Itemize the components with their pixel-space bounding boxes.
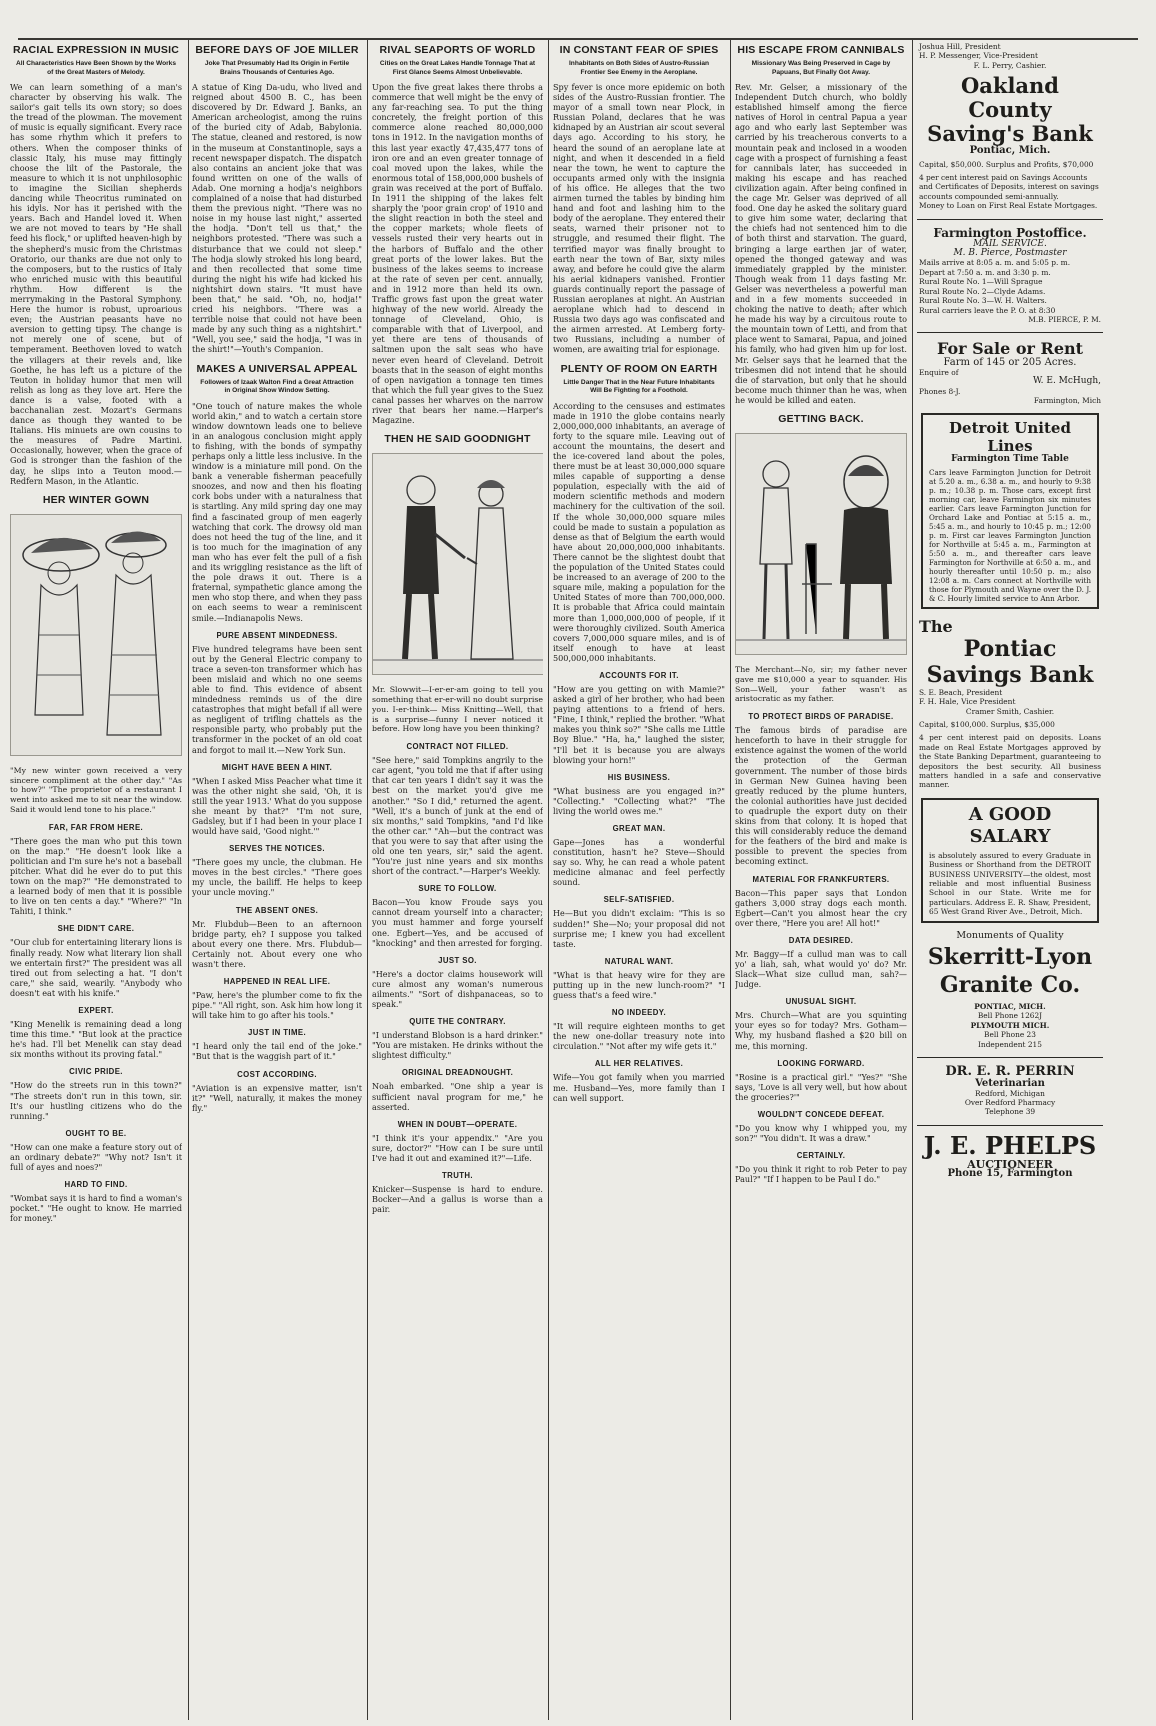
headline: IN CONSTANT FEAR OF SPIES	[559, 44, 719, 56]
joke-title: SURE TO FOLLOW.	[418, 884, 497, 894]
bank2-officer: F. H. Hale, Vice President	[919, 697, 1016, 707]
joke-body: Mr. Flubdub—Been to an afternoon bridge party, eh? I suppose you talked about every one there. Mrs. Flubdub—Certainly not. About every one who wasn't there.	[192, 918, 362, 969]
granite-line: PONTIAC, MICH.	[974, 1002, 1046, 1012]
joke-civic-pride	[10, 1067, 182, 1120]
joke-title: OUGHT TO BE.	[65, 1128, 127, 1138]
joke-title: ORIGINAL DREADNOUGHT.	[401, 1068, 514, 1078]
po-line: Rural Route No. 3—W. H. Walters.	[919, 296, 1047, 306]
joke-body: "See here," said Tompkins angrily to the car agent, "you told me that if after using that car ten years I didn't say it was the best on the market you'd give me another." "So I did," returned the agent. "Well, it's a bunch of junk at the end of six months," said Tompkins, "and I'd like the other car." "Ah—but the contract was that you were to say that after using the old one ten years, sir," said the agent. "You're just nine years and six months short of the contract."—Harper's Weekly.	[372, 755, 543, 877]
joke-no-indeedy	[553, 1008, 725, 1051]
vet-place: Over Redford Pharmacy	[964, 1097, 1056, 1107]
joke-body: "What is that heavy wire for they are putting up in the new lunch-room?" "I guess that's a feed wire."	[553, 969, 725, 1001]
cartoon-her-winter-gown	[10, 494, 182, 815]
joke-concede	[735, 1110, 907, 1143]
joke-body: "Our club for entertaining literary lions is finally ready. Now what literary lion shall we entertain first?" The president was all tired out from selecting a hat. "I don't care," she said, wearily. "Anybody who doesn't eat with his knife."	[10, 937, 182, 998]
joke-body: "How are you getting on with Mamie?" asked a girl of her brother, who had been paying attentions to a friend of hers. "Fine, I think," replied the brother. "What makes you think so?" "She calls me Little Boy Blue." "Ha, ha," laughed the sister, "I'll bet it is because you are always blowing your horn!"	[553, 683, 725, 765]
joke-body: "Aviation is an expensive matter, isn't it?" "Well, naturally, it makes the money fly."	[192, 1082, 362, 1113]
joke-expert	[10, 1006, 182, 1059]
joke-body: Wife—You got family when you married me. Husband—Yes, more family than I can well support.	[553, 1072, 725, 1103]
joke-title: NATURAL WANT.	[604, 956, 674, 966]
vet-phone: Telephone 39	[984, 1107, 1036, 1117]
bank2-officer: S. E. Beach, President	[919, 687, 1003, 697]
joke-cost-according	[192, 1070, 362, 1113]
sale-phone: Phones 8-J.	[919, 386, 961, 396]
joke-body: He—But you didn't exclaim: "This is so sudden!" She—No; your proposal did not surprise me; I knew you had excellent taste.	[553, 908, 725, 949]
subhead: Joke That Presumably Had Its Origin in Fertile Brains Thousands of Centuries Ago.	[204, 60, 350, 76]
cartoon-caption: The Merchant—No, sir; my father never gave me $10,000 a year to squander. His Son—Well, your father wasn't as aristocratic as my father.	[735, 665, 907, 704]
column-5	[735, 42, 907, 1720]
joke-title: HIS BUSINESS.	[607, 772, 671, 782]
joke-just-so	[372, 956, 543, 1009]
granite-line: Independent 215	[978, 1039, 1042, 1049]
ad-pontiac-savings-bank	[919, 617, 1101, 790]
bank2-capital: Capital, $100,000. Surplus, $35,000	[919, 719, 1055, 729]
bank2-officer: Cramer Smith, Cashier.	[965, 706, 1055, 716]
sale-enquire: Enquire of	[919, 367, 959, 377]
granite-top: Monuments of Quality	[956, 929, 1064, 941]
joke-body: Bacon—You know Froude says you cannot dream yourself into a character; you must hammer and forge yourself one. Egbert—Yes, and be accused of "knocking" and then arrested for forging.	[372, 897, 543, 948]
ad-postoffice	[919, 226, 1101, 325]
joke-title: MIGHT HAVE BEEN A HINT.	[221, 762, 333, 772]
bank-loans: Money to Loan on First Real Estate Mortgages.	[919, 201, 1098, 211]
joke-title: MATERIAL FOR FRANKFURTERS.	[752, 874, 890, 884]
article-fear-of-spies	[553, 44, 725, 355]
joke-data-desired	[735, 936, 907, 989]
joke-body: Mr. Baggy—If a cullud man was to call yo' a liah, sah, what would yo' do? Mr. Slack—What size cullud man, sah?—Judge.	[735, 948, 907, 990]
joke-contract	[372, 742, 543, 876]
column-2	[192, 42, 362, 1720]
joke-title: CIVIC PRIDE.	[69, 1067, 123, 1077]
joke-title: FAR, FAR FROM HERE.	[48, 822, 144, 832]
column-rule	[188, 40, 189, 1720]
joke-accounts	[553, 671, 725, 765]
po-line: Rural Route No. 1—Will Sprague	[919, 277, 1043, 287]
joke-she-didnt-care	[10, 924, 182, 998]
joke-body: "How can one make a feature story out of an ordinary debate?" "Why not? Isn't it full of ayes and noes?"	[10, 1141, 182, 1172]
ads-column	[917, 42, 1103, 1720]
joke-ought-to-be	[10, 1129, 182, 1172]
cartoon-caption: Mr. Slowwit—I-er-er-am going to tell you something that er-er-will no doubt surprise you. I-er-think— Miss Knitting—Well, that is a surprise—funny I never noticed it before. How long have you been thinking?	[372, 685, 543, 734]
article-joe-miller	[192, 44, 362, 355]
dul-sub: Farmington Time Table	[951, 454, 1069, 465]
joke-absent-ones	[192, 906, 362, 969]
sale-sub: Farm of 145 or 205 Acres.	[943, 357, 1077, 369]
ad-divider	[917, 219, 1103, 220]
bank-capital: Capital, $50,000. Surplus and Profits, $70,000	[919, 159, 1094, 169]
ad-good-salary	[921, 798, 1099, 923]
joke-certainly	[735, 1151, 907, 1184]
cartoon-goodnight	[372, 433, 543, 734]
article-body: Upon the five great lakes there throbs a commerce that well might be the envy of any far-reaching sea. To put the thing concretely, the freight portion of this commerce alone reached 80,000,000 tons in 1912. In the navigation months of this last year exactly 47,435,477 tons of iron ore and an even greater tonnage of coal moved upon the lakes, while the enormous total of 158,000,000 bushels of grain was received at the port of Buffalo. In 1911 the shipping of the lakes felt sharply the 'poor grain crop' of 1910 and the slight reaction in both the steel and the copper markets; whole fleets of vessels rusted their very hearts out in the harbors of Buffalo and the other great ports of the lower lakes. But the business of the lakes seems to increase at the rate of seven per cent. annually, and in 1912 more than held its own. Traffic grows fast upon the great water highway of the new world. Already the tonnage of Cleveland, Ohio, is comparable with that of Liverpool, and yet there are tens of thousands of saltmen upon the salt seas who have never even heard of Cleveland. Detroit boasts that in the season of eight months of open navigation a tonnage ten times that which the full year gives to the Suez canal passes her wharves on the narrow river that bears her name.—Harper's Magazine.	[372, 82, 543, 426]
joke-title: UNUSUAL SIGHT.	[785, 997, 857, 1007]
ad-divider	[917, 332, 1103, 333]
joke-title: COST ACCORDING.	[237, 1069, 317, 1079]
article-body: "One touch of nature makes the whole world akin," and to watch a certain store window downtown leads one to believe in an analogous conclusion might apply to fishing, with the bonds of sympathy perhaps only a little less inclusive. In the window is a miniature mill pond. On the bank a venerable fisherman peacefully snoozes, and now and then his floating cork bobs under with a naturalness that is startling. Any mild spring day one may find a fascinated group of men eagerly watching that cork. The drowsy old man does not heed the tug of the line, and it is too much for the imagination of any man who has ever felt the pull of a fish and its wriggling resistance as the lift of the pole draws it out. There is a fraternal, sympathetic glance among the men who stop there, and when they pass on each seems to wear a reminiscent smile.—Indianapolis News.	[192, 400, 362, 623]
top-rule	[18, 38, 1138, 40]
joke-body: "I understand Blobson is a hard drinker." "You are mistaken. He drinks without the slightest difficulty."	[372, 1030, 543, 1061]
joke-title: NO INDEEDY.	[611, 1008, 667, 1018]
cartoon-title: THEN HE SAID GOODNIGHT	[384, 433, 531, 446]
cartoon-caption: "My new winter gown received a very sincere compliment at the other day." "As to how?" "The proprietor of a restaurant I went into asked me to sit near the window. Said it would lend tone to his place."	[10, 765, 182, 814]
joke-operate	[372, 1120, 543, 1163]
column-rule	[548, 40, 549, 1720]
joke-self-satisfied	[553, 895, 725, 948]
headline: RIVAL SEAPORTS OF WORLD	[379, 44, 536, 56]
sale-title: For Sale or Rent	[936, 339, 1084, 359]
bank-officer: F. L. Perry, Cashier.	[973, 60, 1047, 70]
joke-body: "There goes my uncle, the clubman. He moves in the best circles." "There goes my uncle, the bailiff. He helps to keep your uncle moving."	[192, 857, 362, 898]
joke-might-have-been	[192, 763, 362, 837]
subhead: Little Danger That in the Near Future Inhabitants Will Be Fighting for a Foothold.	[563, 378, 715, 395]
po-line: Depart at 7:50 a. m. and 3:30 p. m.	[919, 267, 1051, 277]
article-rival-seaports	[372, 44, 543, 425]
joke-body: "There goes the man who put this town on the map." "He doesn't look like a politician and I'm sure he's not a baseball pitcher. What did he ever do to put this town on the map?" "He demonstrated to a learned body of men that it is possible to live on ten cents a day." "Where?" "In Tahiti, I think."	[10, 835, 182, 917]
joke-title: DATA DESIRED.	[788, 935, 854, 945]
ad-for-sale	[919, 339, 1101, 405]
bank2-name: Pontiac Savings Bank	[926, 635, 1094, 688]
cartoon-getting-back	[735, 413, 907, 704]
column-4	[553, 42, 725, 1720]
ad-granite	[919, 931, 1101, 1049]
joke-body: "How do the streets run in this town?" "The streets don't run in this town, sir. It's our hustling citizens who do the running."	[10, 1080, 182, 1121]
joke-title: THE ABSENT ONES.	[235, 905, 319, 915]
joke-title: HARD TO FIND.	[64, 1180, 128, 1190]
joke-contrary	[372, 1017, 543, 1060]
joke-title: ACCOUNTS FOR IT.	[599, 670, 679, 680]
cartoon-title: GETTING BACK.	[778, 413, 864, 425]
granite-line: Bell Phone 1262J	[977, 1011, 1043, 1021]
joke-title: SERVES THE NOTICES.	[229, 844, 325, 854]
salary-title: A GOOD SALARY	[968, 803, 1052, 847]
joke-looking-forward	[735, 1059, 907, 1102]
headline: RACIAL EXPRESSION IN MUSIC	[12, 44, 180, 56]
headline: HIS ESCAPE FROM CANNIBALS	[737, 44, 905, 56]
subhead: Cities on the Great Lakes Handle Tonnage That at First Glance Seems Almost Unbelievable.	[379, 60, 536, 76]
po-title: Farmington Postoffice.	[933, 225, 1087, 240]
granite-name: Skerritt-Lyon Granite Co.	[927, 944, 1093, 999]
joke-body: "When I asked Miss Peacher what time it was the other night she said, 'Oh, it is still the year 1913.' What do you suppose she meant by that?" "I'm not sure, Gadsley, but if I had been in your place I would have said, 'Good night.'"	[192, 775, 362, 837]
article-birds-of-paradise	[735, 712, 907, 866]
joke-title: CONTRACT NOT FILLED.	[406, 742, 509, 752]
joke-title: QUITE THE CONTRARY.	[409, 1017, 506, 1027]
subhead: Inhabitants on Both Sides of Austro-Russian Frontier See Enemy in the Aeroplane.	[568, 60, 710, 76]
joke-far-from-here	[10, 823, 182, 917]
vet-role: Veterinarian	[975, 1078, 1045, 1090]
joke-title: JUST SO.	[438, 955, 477, 965]
joke-body: Mrs. Church—What are you squinting your eyes so for today? Mrs. Gotham—Why, my husband flashed a $20 bill on me, this morning.	[735, 1010, 907, 1051]
article-body: The famous birds of paradise are henceforth to have in their struggle for existence against the women of the world the protection of the German government. The number of those birds in German New Guinea having been greatly reduced by the plume hunters, the colonial authorities have just decided to quadruple the export duty on their skins from that colony. It is hoped that this will considerably reduce the demand for the feathers of the bird and make is possible to prevent the species from becoming extinct.	[735, 725, 907, 867]
joke-title: ALL HER RELATIVES.	[594, 1059, 684, 1069]
joke-title: WOULDN'T CONCEDE DEFEAT.	[757, 1109, 885, 1119]
joke-just-in-time	[192, 1028, 362, 1061]
joke-title: WHEN IN DOUBT—OPERATE.	[397, 1119, 518, 1129]
ad-oakland-county-bank	[919, 42, 1101, 211]
article-plenty-of-room	[553, 363, 725, 663]
dul-title: Detroit United Lines	[949, 419, 1071, 456]
goodnight-illustration	[372, 453, 543, 675]
joke-great-man	[553, 824, 725, 887]
po-line: Mails arrive at 8:05 a. m. and 5:05 p. m.	[919, 258, 1071, 268]
sale-name: W. E. McHugh,	[1032, 376, 1101, 387]
bank-officer: H. P. Messenger, Vice-President	[919, 51, 1038, 61]
po-sub: MAIL SERVICE.	[973, 238, 1047, 249]
auc-name: J. E. PHELPS	[923, 1130, 1097, 1160]
article-body: We can learn something of a man's character by observing his walk. The sailor's gait tells its own story; so does the tread of the plowman. The movement of music is equally significant. Every race has some rhythm which it prefers to others. When the composer thinks of classic Italy, his muse may fittingly choose the lilt of the Pastorale, the measure to which it is not unphilosophic to imagine the Sicilian shepherds dancing while Theocritus ruminated on his idyls. Nor has it perished with the years. Bach and Handel loved it. When we are not moved to tears by "He shall feed his flock," or uplifted heaven-high by the shepherd's music from the Christmas Oratorio, our thanks are due not only to the composers, but to the rustics of Italy who enriched music with this beautiful rhythm. How different is the merrymaking in the Pastoral Symphony. Here the humor is robust, uproarious even; the Austrian peasants have no aversion to getting tipsy. The change is not merely one of scene, but of temperament. Beethoven loved to watch the villagers at their revels and, like Goethe, he has left us a picture of the Teuton in holiday humor that men will relish as long as they love art. Here the dance is a valse, footed with a bacchanalian zest. Mozart's Germans dance as though they wanted to be Italians. His minuets are own cousins to the measures of Padre Martini. Occasionally, however, when the grace of God is stronger than the fashion of the day, he slips into a Teuton mood.—Redfern Mason, in the Atlantic.	[10, 82, 182, 486]
joke-body: "King Menelik is remaining dead a long time this time." "But look at the practice he's had. I'll bet Menelik can stay dead six months without its proving fatal."	[10, 1019, 182, 1060]
article-racial-expression	[10, 44, 182, 486]
column-rule	[730, 40, 731, 1720]
auc-role: AUCTIONEER	[967, 1157, 1053, 1171]
article-universal-appeal	[192, 363, 362, 623]
joke-sure-to-follow	[372, 884, 543, 947]
subhead: Followers of Izaak Walton Find a Great Attraction in Original Show Window Setting.	[200, 378, 354, 395]
article-body: Spy fever is once more epidemic on both sides of the Austro-Russian frontier. The mayor of a small town near Plock, in Russian Poland, declares that he was kidnaped by an Austrian air scout several days ago. According to his story, he heard the sound of an aeroplane late at night, and when it descended in a field near the town, he went to capture the occupants armed only with the insignia of his office. He alleges that the two airmen turned the tables by binding him hand and foot and lashing him to the body of the aeroplane. They entered their seats, warned their prisoner not to struggle, and resumed their flight. The terrified mayor was finally brought to earth near the town of Bar, sixty miles away, and before he could give the alarm his aerial kidnapers vanished. Frontier guards continually report the passage of Russian aeroplanes at night. An Austrian aeroplane which had to descend in Russia two days ago was confiscated and the airmen arrested. At Lemberg forty-two Russians, including a number of women, are awaiting trial for espionage.	[553, 82, 725, 355]
joke-body: Noah embarked. "One ship a year is sufficient naval program for me," he asserted.	[372, 1081, 543, 1112]
article-body: Five hundred telegrams have been sent out by the General Electric company to trace a seven-ton transformer which has been mislaid and which no one seems able to find. This evidence of absent mindedness reminds us of the dire catastrophes that might befall if all were as negligent of trifling chattels as the responsible party, who probably put the transformer in the pocket of an old coat and forgot to mail it.—New York Sun.	[192, 643, 362, 755]
joke-title: CERTAINLY.	[796, 1151, 846, 1161]
joke-serves-notices	[192, 844, 362, 897]
column-rule	[367, 40, 368, 1720]
joke-frankfurters	[735, 875, 907, 928]
joke-body: "Do you know why I whipped you, my son?" "You didn't. It was a draw."	[735, 1122, 907, 1143]
po-line: Rural carriers leave the P. O. at 8:30	[919, 305, 1056, 315]
salary-text: is absolutely assured to every Graduate in Business or Shorthand from the DETROIT BUSINESS UNIVERSITY—the oldest, most reliable and most influential Business School in our State. Write me for particulars. Address E. R. Shaw, President, 65 West Grand River Ave., Detroit, Mich.	[929, 850, 1091, 917]
joke-hard-to-find	[10, 1180, 182, 1223]
joke-truth	[372, 1171, 543, 1214]
joke-body: "What business are you engaged in?" "Collecting." "Collecting what?" "The living the world owes me."	[553, 785, 725, 816]
bank-note: 4 per cent interest paid on Savings Accounts and Certificates of Deposits, interest on savings accounts compounded semi-annually.	[919, 173, 1099, 201]
joke-body: "I think it's your appendix." "Are you sure, doctor?" "How can I be sure until I've had it out and examined it?"—Life.	[372, 1132, 543, 1163]
joke-title: TO PROTECT BIRDS OF PARADISE.	[748, 712, 894, 722]
joke-body: "Here's a doctor claims housework will cure almost any woman's numerous ailments." "Sort of dishpanaceas, so to speak."	[372, 968, 543, 1010]
joke-dreadnought	[372, 1068, 543, 1111]
cartoon-title: HER WINTER GOWN	[42, 493, 150, 506]
bank-name: Oakland County Saving's Bank	[927, 73, 1093, 147]
joke-unusual-sight	[735, 997, 907, 1050]
article-body: According to the censuses and estimates made in 1910 the globe contains nearly 2,000,000,000 inhabitants, an average of forty to the square mile. Leaving out of account the mountains, the desert and the ice-covered land about the poles, there must be at least 30,000,000 square miles capable of supporting a dense population, especially with the aid of modern scientific methods and modern machinery for the cultivation of the soil. If the whole 30,000,000 square miles could be made to sustain a population as dense as that of Belgium the earth would have about 20,000,000,000 inhabitants. There cannot be the slightest doubt that the population of the United States could be increased to an average of 200 to the square mile, making a population for the United States of more than 700,000,000. It is probable that Africa could maintain more than 1,000,000,000 of people, if it were thoroughly civilized. South America covers 7,000,000 square miles, and is of itself enough to have at least 500,000,000 inhabitants.	[553, 400, 725, 663]
joke-body: "Paw, here's the plumber come to fix the pipe." "All right, son. Ask him how long it will take him to go after his tools."	[192, 990, 362, 1021]
bank-officer: Joshua Hill, President	[919, 42, 1001, 51]
granite-line: PLYMOUTH MICH.	[970, 1020, 1050, 1030]
po-master: M. B. Pierce, Postmaster	[953, 248, 1067, 259]
article-body: Rev. Mr. Gelser, a missionary of the Independent Dutch church, who boldly established himself among the fierce natives of Horol in central Papua a year ago and who early last September was carried by his treacherous converts to a mountain peak and inclosed in a wooden cage with a prospect of furnishing a feast for cannibals later, has succeeded in making his escape and has reached civilization again. After being confined in the cage Mr. Gelser was deprived of all food. One day he asked the solitary guard to give him some water, declaring that the chiefs had not sentenced him to die of both thirst and starvation. The guard, bringing a large earthen jar of water, opened the thonged gateway and was immediately grappled by the minister. Though weak from 11 days fasting Mr. Gelser was nevertheless a powerful man and in a few moments succeeded in choking the native to death; after which he made his way by a circuitous route to the mountain town of Letti, and from that place went to Samarai, Papua, and joined his family, who had given him up for lost. Mr. Gelser says that he learned that the tribesmen did not intend that he should die of starvation, but only that he should become much thinner than he was, when he would be killed and eaten.	[735, 82, 907, 405]
bank-town: Pontiac, Mich.	[969, 145, 1051, 157]
joke-body: "I heard only the tail end of the joke." "But that is the waggish part of it."	[192, 1041, 362, 1062]
dul-text: Cars leave Farmington Junction for Detroit at 5.20 a. m., 6.38 a. m., and hourly to 9:38 p. m.; 10.38 p. m. Those cars, except first morning car, leave Farmington six minutes earlier. Cars leave Farmington Junction for Orchard Lake and Pontiac at 5:15 a. m., 5:45 a. m., and hourly to 10:45 p. m.; 12:00 p. m. First car leaves Farmington Junction for Northville at 5:45 a. m., Farmington at 5:50 a. m., and thereafter cars leave Farmington for Northville at 6:50 a. m., and hourly thereafter until 10:50 p. m.; also 12:08 a. m. Cars connect at Northville with those for Plymouth and Wayne over the D. J. & C. Hourly limited service to Ann Arbor.	[929, 467, 1091, 603]
vet-town: Redford, Michigan	[975, 1088, 1045, 1098]
joke-body: "Rosine is a practical girl." "Yes?" "She says, 'Love is all very well, but how about the groceries?'"	[735, 1071, 907, 1102]
joke-real-life	[192, 977, 362, 1020]
article-body: A statue of King Da-udu, who lived and reigned about 4500 B. C., has been discovered by Dr. Edward J. Banks, an American archeologist, among the ruins of the buried city of Adab, Babylonia. The statue, cleaned and restored, is now in the museum at Constantinople, says a recent newspaper dispatch. The dispatch also contains an ancient joke that was found written on one of the walls of Adab. One morning a hodja's neighbors complained of a noise that had disturbed them the previous night. "There was no noise in my house last night," asserted the hodja. "Don't tell us that," the neighbors protested. "There was such a disturbance that we could not sleep." The hodja slowly stroked his long beard, and then recollected that some time during the night his wife had kicked his nightshirt down stairs. "It must have been that," he said. "Oh, no, hodja!" cried his neighbors. "There was a terrible noise that could not have been made by any such thing as a nightshirt." "Well, you see," said the hodja, "I was in the shirt!"—Youth's Companion.	[192, 82, 362, 355]
article-cannibals	[735, 44, 907, 405]
joke-title: LOOKING FORWARD.	[777, 1058, 865, 1068]
joke-body: "Wombat says it is hard to find a woman's pocket." "He ought to know. He married for money."	[10, 1193, 182, 1224]
joke-body: "It will require eighteen months to get the new one-dollar treasury note into circulation." "Not after my wife gets it."	[553, 1021, 725, 1052]
subhead: All Characteristics Have Been Shown by the Works of the Great Masters of Melody.	[16, 60, 177, 76]
joke-title: PURE ABSENT MINDEDNESS.	[216, 630, 338, 640]
headline: BEFORE DAYS OF JOE MILLER	[195, 44, 359, 56]
joke-title: EXPERT.	[78, 1006, 114, 1016]
headline: PLENTY OF ROOM ON EARTH	[560, 362, 718, 375]
column-3	[372, 42, 543, 1720]
sale-town: Farmington, Mich	[1033, 395, 1101, 405]
subhead: Missionary Was Being Preserved in Cage by Papuans, But Finally Got Away.	[751, 60, 891, 76]
joke-body: Gape—Jones has a wonderful constitution, hasn't he? Steve—Should say so. Why, he can read a whole patent medicine almanac and feel perfectly sound.	[553, 837, 725, 888]
ad-detroit-united-lines	[921, 413, 1099, 608]
joke-title: JUST IN TIME.	[247, 1028, 307, 1038]
ad-auctioneer	[919, 1132, 1101, 1179]
vet-name: DR. E. R. PERRIN	[945, 1064, 1075, 1080]
joke-title: TRUTH.	[442, 1170, 473, 1180]
joke-body: "Do you think it right to rob Peter to pay Paul?" "If I happen to be Paul I do."	[735, 1164, 907, 1185]
ad-divider	[917, 1057, 1103, 1058]
winter-gown-illustration	[10, 514, 182, 756]
po-sign: M.B. PIERCE, P. M.	[1028, 314, 1101, 324]
column-rule	[912, 40, 913, 1720]
joke-body: Bacon—This paper says that London gathers 3,000 stray dogs each month. Egbert—Can't you almost hear the cry over there, "Here you are! All hot!"	[735, 887, 907, 928]
joke-title: HAPPENED IN REAL LIFE.	[223, 977, 331, 987]
column-1	[10, 42, 182, 1720]
granite-line: Bell Phone 23	[984, 1030, 1036, 1040]
bank2-text: 4 per cent interest paid on deposits. Loans made on Real Estate Mortgages approved by the State Banking Department, guaranteeing to depositors the best security. All business matters handled in a safe and conservative manner.	[919, 733, 1101, 790]
ad-veterinarian	[919, 1064, 1101, 1117]
joke-title: GREAT MAN.	[612, 824, 666, 833]
bank2-the: The	[919, 616, 953, 636]
joke-title: SELF-SATISFIED.	[603, 895, 675, 905]
auc-phone: Phone 15, Farmington	[947, 1168, 1073, 1180]
joke-body: Knicker—Suspense is hard to endure. Bocker—And a gallus is worse than a pair.	[372, 1183, 543, 1215]
joke-natural-want	[553, 957, 725, 1000]
joke-his-business	[553, 773, 725, 816]
getting-back-illustration	[735, 433, 907, 655]
joke-relatives	[553, 1059, 725, 1102]
po-line: Rural Route No. 2—Clyde Adams.	[919, 286, 1046, 296]
headline: MAKES A UNIVERSAL APPEAL	[196, 362, 358, 375]
article-absent-mindedness	[192, 631, 362, 755]
joke-title: SHE DIDN'T CARE.	[57, 924, 135, 934]
ad-divider	[917, 1125, 1103, 1126]
